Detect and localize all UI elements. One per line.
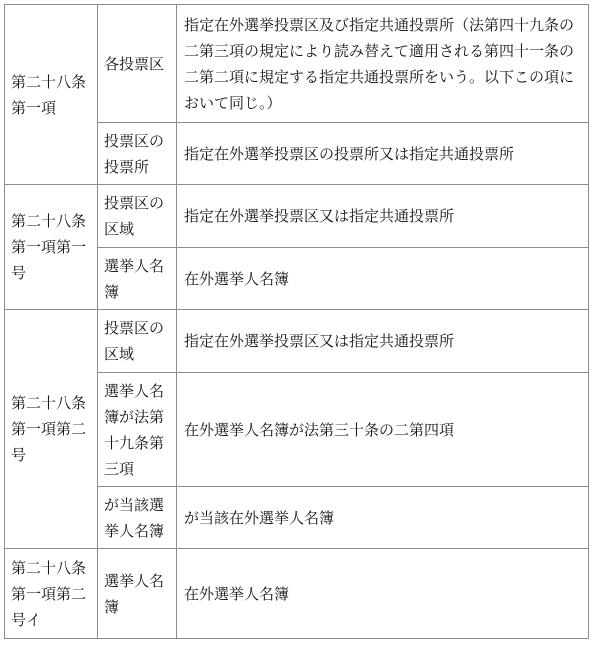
original-term-cell: が当該選挙人名簿 [98, 487, 177, 549]
replacement-term-cell: 指定在外選挙投票区及び指定共通投票所（法第四十九条の二第三項の規定により読み替えて適用される第四十一条の二第二項に規定する指定共通投票所をいう。以下この項において同じ。） [177, 5, 589, 123]
original-term-cell: 選挙人名簿 [98, 549, 177, 639]
replacement-term-cell: 在外選挙人名簿が法第三十条の二第四項 [177, 373, 589, 487]
table-row [5, 5, 589, 123]
replacement-term-cell: が当該在外選挙人名簿 [177, 487, 589, 549]
table-row [5, 310, 589, 373]
original-term-cell: 選挙人名簿 [98, 248, 177, 310]
replacement-term-cell: 指定在外選挙投票区又は指定共通投票所 [177, 185, 589, 248]
table-row [5, 549, 589, 639]
replacement-table [4, 4, 589, 639]
article-cell: 第二十八条第一項第一号 [5, 185, 98, 310]
replacement-term-cell: 在外選挙人名簿 [177, 248, 589, 310]
original-term-cell: 投票区の区域 [98, 310, 177, 373]
replacement-term-cell: 在外選挙人名簿 [177, 549, 589, 639]
original-term-cell: 選挙人名簿が法第十九条第三項 [98, 373, 177, 487]
article-cell: 第二十八条第一項第二号 [5, 310, 98, 549]
original-term-cell: 投票区の投票所 [98, 123, 177, 185]
article-cell: 第二十八条第一項 [5, 5, 98, 185]
table-row [5, 185, 589, 248]
replacement-term-cell: 指定在外選挙投票区又は指定共通投票所 [177, 310, 589, 373]
original-term-cell: 各投票区 [98, 5, 177, 123]
replacement-term-cell: 指定在外選挙投票区の投票所又は指定共通投票所 [177, 123, 589, 185]
article-cell: 第二十八条第一項第二号イ [5, 549, 98, 639]
original-term-cell: 投票区の区域 [98, 185, 177, 248]
